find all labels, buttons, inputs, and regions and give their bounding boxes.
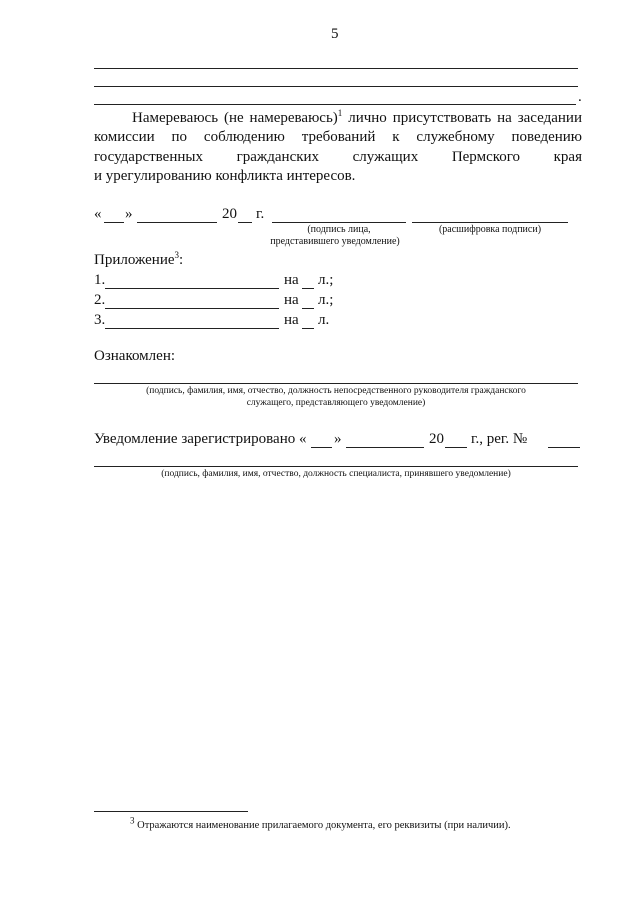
registered-year-prefix: 20 (429, 431, 444, 447)
blank-line-3 (94, 104, 576, 105)
intent-text-1: Намереваюсь (не намереваюсь) (132, 110, 338, 126)
intent-line-2: комиссии по соблюдению требований к служебному поведению (94, 129, 582, 145)
attachments-heading-suffix: : (179, 252, 184, 268)
attachment-suffix: л. (318, 312, 330, 328)
footnote-ref-3: 3 (174, 250, 180, 260)
footnote (130, 815, 511, 831)
registration-number-blank (548, 447, 580, 448)
signature-caption-1: (подпись лица, (307, 224, 371, 235)
footnote-ref-1: 1 (337, 108, 343, 118)
registered-year-suffix: г., рег. № (471, 431, 528, 447)
attachment-name-blank (105, 308, 279, 309)
acquainted-label: Ознакомлен: (94, 348, 176, 364)
year-blank (238, 222, 252, 223)
attachment-num: 1. (94, 272, 106, 288)
registered-label: Уведомление зарегистрировано « (94, 431, 307, 447)
blank-line-2 (94, 86, 578, 87)
decode-caption: (расшифровка подписи) (438, 224, 542, 235)
year-suffix: г. (256, 206, 265, 222)
registered-blank (94, 466, 578, 467)
attachment-num: 2. (94, 292, 106, 308)
attachment-na: на (284, 292, 299, 308)
attachment-name-blank (105, 328, 279, 329)
attachment-na: на (284, 312, 299, 328)
acquainted-blank (94, 383, 578, 384)
year-prefix: 20 (222, 206, 237, 222)
attachment-pages-blank (302, 308, 314, 309)
footnote-text: Отражаются наименование прилагаемого документа, его реквизиты (при наличии). (137, 820, 511, 831)
blank-line-1 (94, 68, 578, 69)
attachment-na: на (284, 272, 299, 288)
footnote-separator (94, 811, 248, 812)
footnote-number: 3 (130, 815, 135, 826)
attachment-suffix: л.; (318, 292, 334, 308)
attachments-heading-text: Приложение (94, 252, 175, 268)
intent-line-1 (94, 110, 582, 127)
date-open-quote: « (94, 206, 102, 222)
registered-day-blank (311, 447, 332, 448)
registered-year-blank (445, 447, 467, 448)
intent-line-4: и урегулированию конфликта интересов. (94, 168, 356, 184)
attachment-pages-blank (302, 288, 314, 289)
attachments-heading (94, 252, 183, 269)
acquainted-caption-2: служащего, представляющего уведомление) (246, 398, 426, 408)
acquainted-caption-1: (подпись, фамилия, имя, отчество, должность непосредственного руководителя гражданского (146, 386, 526, 396)
month-blank (137, 222, 217, 223)
signature-caption-2: представившего уведомление) (270, 236, 400, 247)
date-close-quote: » (125, 206, 133, 222)
attachment-num: 3. (94, 312, 106, 328)
attachment-pages-blank (302, 328, 314, 329)
registered-month-blank (346, 447, 424, 448)
attachment-name-blank (105, 288, 279, 289)
attachment-suffix: л.; (318, 272, 334, 288)
page-number: 5 (331, 26, 339, 42)
registered-caption: (подпись, фамилия, имя, отчество, должность специалиста, принявшего уведомление) (161, 469, 511, 479)
intent-line-3: государственных гражданских служащих Пермского края (94, 149, 582, 165)
period-mark: . (578, 89, 582, 105)
signature-blank (272, 222, 406, 223)
intent-text-1-rest: лично присутствовать на заседании (342, 110, 582, 126)
registered-close-quote: » (334, 431, 342, 447)
day-blank (104, 222, 124, 223)
signature-decode-blank (412, 222, 568, 223)
